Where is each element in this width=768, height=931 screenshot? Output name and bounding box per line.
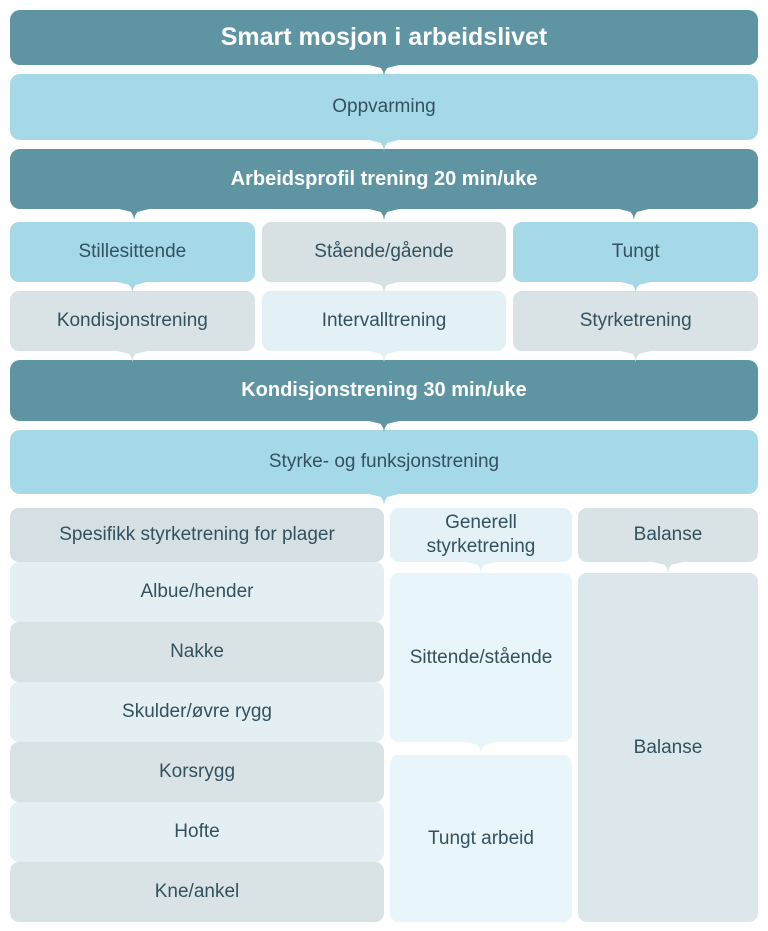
block-arbeidsprofil: [10, 149, 758, 209]
cell-label: Skulder/øvre rygg: [122, 701, 272, 723]
block-title: [10, 10, 758, 65]
profile-row: [10, 222, 758, 282]
cell-label: Korsrygg: [158, 761, 236, 783]
cell-albue-hender: [10, 562, 384, 622]
arbeidsprofil-label: Arbeidsprofil trening 20 min/uke: [230, 167, 538, 190]
cell-label: Spesifikk styrketrening for plager: [59, 524, 335, 546]
cell-label: Hofte: [174, 821, 220, 843]
cell-intervalltrening: [262, 291, 507, 351]
connector-tail: [466, 562, 496, 573]
cell-label: Nakke: [170, 641, 224, 663]
block-styrke-funksjonstrening: [10, 430, 758, 494]
cell-tungt-arbeid: [390, 755, 572, 922]
cell-label: Kne/ankel: [154, 881, 240, 903]
oppvarming-label: Oppvarming: [332, 96, 436, 118]
column-specific: [10, 508, 384, 922]
cell-label: Tungt arbeid: [428, 827, 534, 849]
cell-label: Balanse: [633, 524, 703, 546]
cell-sittende-staaende: [390, 573, 572, 742]
cell-stillesittende: [10, 222, 255, 282]
cell-label: Sittende/stående: [409, 646, 553, 668]
cell-skulder-ovre-rygg: [10, 682, 384, 742]
cell-staaende-gaaende: [262, 222, 507, 282]
cell-tungt: [513, 222, 758, 282]
cell-label: Tungt: [611, 241, 660, 263]
cell-label: Stående/gående: [314, 241, 454, 263]
page-title: Smart mosjon i arbeidslivet: [220, 23, 548, 51]
cell-label: Albue/hender: [140, 581, 254, 603]
connector-tail: [619, 209, 649, 220]
cell-styrketrening: [513, 291, 758, 351]
column-balance: [578, 508, 758, 922]
cell-label: Kondisjonstrening: [56, 310, 208, 332]
header-generell-styrketrening: [390, 508, 572, 562]
cell-hofte: [10, 802, 384, 862]
connector-tail: [369, 209, 399, 220]
cell-kne-ankel: [10, 862, 384, 922]
header-balanse: [578, 508, 758, 562]
cell-label: Balanse: [633, 736, 703, 758]
block-kondisjonstrening-30: [10, 360, 758, 421]
header-spesifikk-styrketrening: [10, 508, 384, 562]
training-row: [10, 291, 758, 351]
connector-tail: [119, 209, 149, 220]
column-general: [390, 508, 572, 922]
connector-tail: [466, 742, 496, 753]
block-oppvarming: [10, 74, 758, 140]
cell-balanse: [578, 573, 758, 922]
cell-label: Intervalltrening: [321, 310, 447, 332]
kondisjon-label: Kondisjonstrening 30 min/uke: [241, 379, 527, 401]
cell-nakke: [10, 622, 384, 682]
cell-label: Stillesittende: [78, 241, 187, 263]
styrke-funksjon-label: Styrke- og funksjonstrening: [268, 451, 500, 473]
cell-kondisjonstrening: [10, 291, 255, 351]
bottom-section: [10, 508, 758, 922]
cell-label: Styrketrening: [579, 310, 692, 332]
connector-tail: [369, 494, 399, 505]
cell-korsrygg: [10, 742, 384, 802]
cell-label: Generell styrketrening: [426, 512, 536, 557]
connector-tail: [653, 562, 683, 573]
